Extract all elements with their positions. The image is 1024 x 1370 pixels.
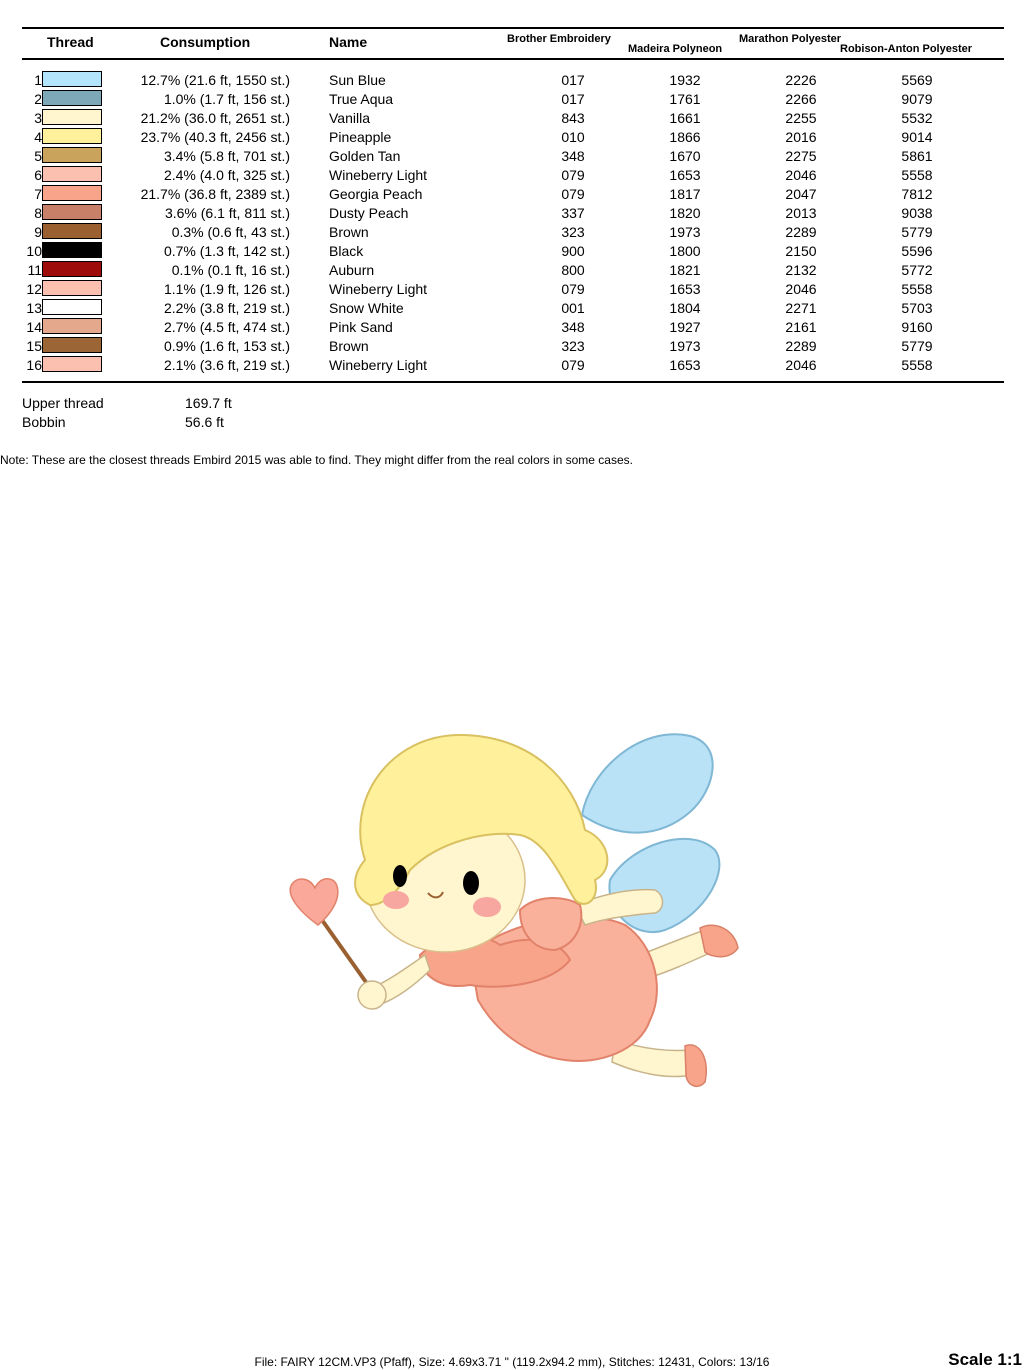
header-madeira: Madeira Polyneon [628,43,723,55]
color-swatch [42,242,102,258]
consumption-cell: 0.7% (1.3 ft, 142 st.) [163,243,290,259]
bobbin-value: 56.6 ft [185,414,224,430]
marathon-code-cell: 2226 [785,72,817,88]
marathon-code-cell: 2046 [785,281,817,297]
marathon-code-cell: 2275 [785,148,817,164]
brother-code-cell: 079 [561,357,585,373]
thread-name-cell: Pink Sand [329,319,393,335]
table-row [0,146,1024,165]
consumption-cell: 1.1% (1.9 ft, 126 st.) [163,281,290,297]
upper-thread-value: 169.7 ft [185,395,232,411]
robison-code-cell: 5779 [901,338,933,354]
brother-code-cell: 017 [561,72,585,88]
row-number: 6 [34,167,42,183]
wand-heart [290,879,338,925]
color-swatch [42,261,102,277]
madeira-code-cell: 1817 [669,186,701,202]
row-number: 10 [26,243,42,259]
robison-code-cell: 9014 [901,129,933,145]
table-row [0,165,1024,184]
thread-name-cell: Georgia Peach [329,186,423,202]
table-row [0,260,1024,279]
left-cheek [383,891,409,909]
brother-code-cell: 348 [561,319,585,335]
consumption-cell: 1.0% (1.7 ft, 156 st.) [163,91,290,107]
robison-code-cell: 5569 [901,72,933,88]
marathon-code-cell: 2266 [785,91,817,107]
robison-code-cell: 5772 [901,262,933,278]
row-number: 8 [34,205,42,221]
madeira-code-cell: 1932 [669,72,701,88]
madeira-code-cell: 1670 [669,148,701,164]
madeira-code-cell: 1653 [669,281,701,297]
table-row [0,127,1024,146]
robison-code-cell: 5703 [901,300,933,316]
madeira-code-cell: 1761 [669,91,701,107]
file-info: File: FAIRY 12CM.VP3 (Pfaff), Size: 4.69x3.71 " (119.2x94.2 mm), Stitches: 12431, Colors: 13/16 [254,1355,770,1369]
table-row [0,317,1024,336]
header-marathon: Marathon Polyester [739,33,842,45]
color-swatch [42,90,102,106]
thread-name-cell: True Aqua [329,91,394,107]
row-number: 5 [34,148,42,164]
robison-code-cell: 5532 [901,110,933,126]
robison-code-cell: 5558 [901,281,933,297]
brother-code-cell: 900 [561,243,585,259]
row-number: 9 [34,224,42,240]
thread-name-cell: Golden Tan [329,148,401,164]
scale-label: Scale 1:1 [948,1350,1022,1369]
madeira-code-cell: 1973 [669,338,701,354]
robison-code-cell: 5779 [901,224,933,240]
marathon-code-cell: 2016 [785,129,817,145]
color-swatch [42,356,102,372]
thread-name-cell: Vanilla [329,110,370,126]
color-swatch [42,147,102,163]
row-number: 11 [27,262,42,278]
brother-code-cell: 800 [561,262,585,278]
brother-code-cell: 010 [561,129,585,145]
consumption-cell: 3.4% (5.8 ft, 701 st.) [163,148,290,164]
thread-name-cell: Sun Blue [329,72,386,88]
consumption-cell: 0.1% (0.1 ft, 16 st.) [171,262,290,278]
thread-name-cell: Wineberry Light [329,357,428,373]
robison-code-cell: 5558 [901,357,933,373]
hand [358,981,386,1009]
header-bottom-rule [22,58,1004,60]
note-text: Note: These are the closest threads Embird 2015 was able to find. They might differ from the real colors in some cases. [0,453,633,467]
header-consumption: Consumption [160,34,251,50]
thread-name-cell: Wineberry Light [329,281,428,297]
right-eye [463,871,479,895]
thread-name-cell: Auburn [329,262,375,278]
color-swatch [42,185,102,201]
row-number: 14 [26,319,42,335]
consumption-cell: 2.4% (4.0 ft, 325 st.) [163,167,290,183]
table-row [0,108,1024,127]
consumption-cell: 2.2% (3.8 ft, 219 st.) [163,300,290,316]
row-number: 13 [26,300,42,316]
table-row [0,355,1024,374]
marathon-code-cell: 2046 [785,357,817,373]
brother-code-cell: 079 [561,167,585,183]
brother-code-cell: 323 [561,338,585,354]
table-row [0,70,1024,89]
marathon-code-cell: 2255 [785,110,817,126]
row-number: 1 [34,72,42,88]
brother-code-cell: 337 [561,205,585,221]
header-name: Name [329,34,368,50]
robison-code-cell: 7812 [901,186,933,202]
upper-thread-label: Upper thread [22,395,104,411]
table-row [0,184,1024,203]
madeira-code-cell: 1661 [669,110,701,126]
color-swatch [42,318,102,334]
consumption-cell: 23.7% (40.3 ft, 2456 st.) [140,129,290,145]
left-eye [393,865,407,887]
table-row [0,241,1024,260]
marathon-code-cell: 2132 [785,262,817,278]
header-top-rule [22,27,1004,29]
right-cheek [473,897,501,917]
consumption-cell: 12.7% (21.6 ft, 1550 st.) [140,72,290,88]
table-row [0,298,1024,317]
brother-code-cell: 079 [561,186,585,202]
marathon-code-cell: 2150 [785,243,817,259]
marathon-code-cell: 2271 [785,300,817,316]
consumption-cell: 21.7% (36.8 ft, 2389 st.) [140,186,290,202]
thread-name-cell: Snow White [329,300,404,316]
color-swatch [42,166,102,182]
bobbin-label: Bobbin [22,414,66,430]
table-row [0,222,1024,241]
fairy-embroidery-preview [280,725,750,1105]
marathon-code-cell: 2289 [785,338,817,354]
brother-code-cell: 348 [561,148,585,164]
consumption-cell: 21.2% (36.0 ft, 2651 st.) [140,110,290,126]
color-swatch [42,109,102,125]
lower-wing [609,839,719,932]
thread-name-cell: Dusty Peach [329,205,409,221]
row-number: 2 [34,91,42,107]
brother-code-cell: 323 [561,224,585,240]
thread-name-cell: Wineberry Light [329,167,428,183]
upper-wing [582,734,713,832]
row-number: 3 [34,110,42,126]
marathon-code-cell: 2289 [785,224,817,240]
front-shoe [685,1045,706,1086]
header-brother: Brother Embroidery [507,33,611,45]
robison-code-cell: 5558 [901,167,933,183]
table-row [0,203,1024,222]
color-swatch [42,128,102,144]
thread-table [0,70,1024,374]
consumption-cell: 2.7% (4.5 ft, 474 st.) [163,319,290,335]
table-row [0,279,1024,298]
brother-code-cell: 001 [561,300,585,316]
madeira-code-cell: 1653 [669,357,701,373]
marathon-code-cell: 2047 [785,186,817,202]
wand-stick [322,920,368,985]
madeira-code-cell: 1821 [669,262,701,278]
marathon-code-cell: 2161 [785,319,817,335]
madeira-code-cell: 1866 [669,129,701,145]
thread-name-cell: Pineapple [329,129,392,145]
robison-code-cell: 9038 [901,205,933,221]
header-robison: Robison-Anton Polyester [840,43,973,55]
row-number: 16 [26,357,42,373]
brother-code-cell: 843 [561,110,585,126]
madeira-code-cell: 1820 [669,205,701,221]
brother-code-cell: 017 [561,91,585,107]
consumption-cell: 0.9% (1.6 ft, 153 st.) [163,338,290,354]
madeira-code-cell: 1804 [669,300,701,316]
madeira-code-cell: 1653 [669,167,701,183]
color-swatch [42,337,102,353]
row-number: 15 [26,338,42,354]
thread-name-cell: Black [329,243,364,259]
color-swatch [42,223,102,239]
color-swatch [42,71,102,87]
table-row [0,336,1024,355]
table-row [0,89,1024,108]
table-bottom-rule [22,381,1004,383]
robison-code-cell: 5861 [901,148,933,164]
consumption-cell: 3.6% (6.1 ft, 811 st.) [164,205,290,221]
consumption-cell: 2.1% (3.6 ft, 219 st.) [163,357,290,373]
madeira-code-cell: 1927 [669,319,701,335]
robison-code-cell: 5596 [901,243,933,259]
madeira-code-cell: 1800 [669,243,701,259]
robison-code-cell: 9079 [901,91,933,107]
marathon-code-cell: 2013 [785,205,817,221]
color-swatch [42,299,102,315]
header-thread: Thread [47,34,94,50]
color-swatch [42,204,102,220]
row-number: 4 [34,129,42,145]
row-number: 7 [34,186,42,202]
madeira-code-cell: 1973 [669,224,701,240]
brother-code-cell: 079 [561,281,585,297]
color-swatch [42,280,102,296]
back-shoe [700,925,738,957]
robison-code-cell: 9160 [901,319,933,335]
row-number: 12 [26,281,42,297]
marathon-code-cell: 2046 [785,167,817,183]
consumption-cell: 0.3% (0.6 ft, 43 st.) [171,224,290,240]
thread-name-cell: Brown [329,338,369,354]
thread-name-cell: Brown [329,224,369,240]
